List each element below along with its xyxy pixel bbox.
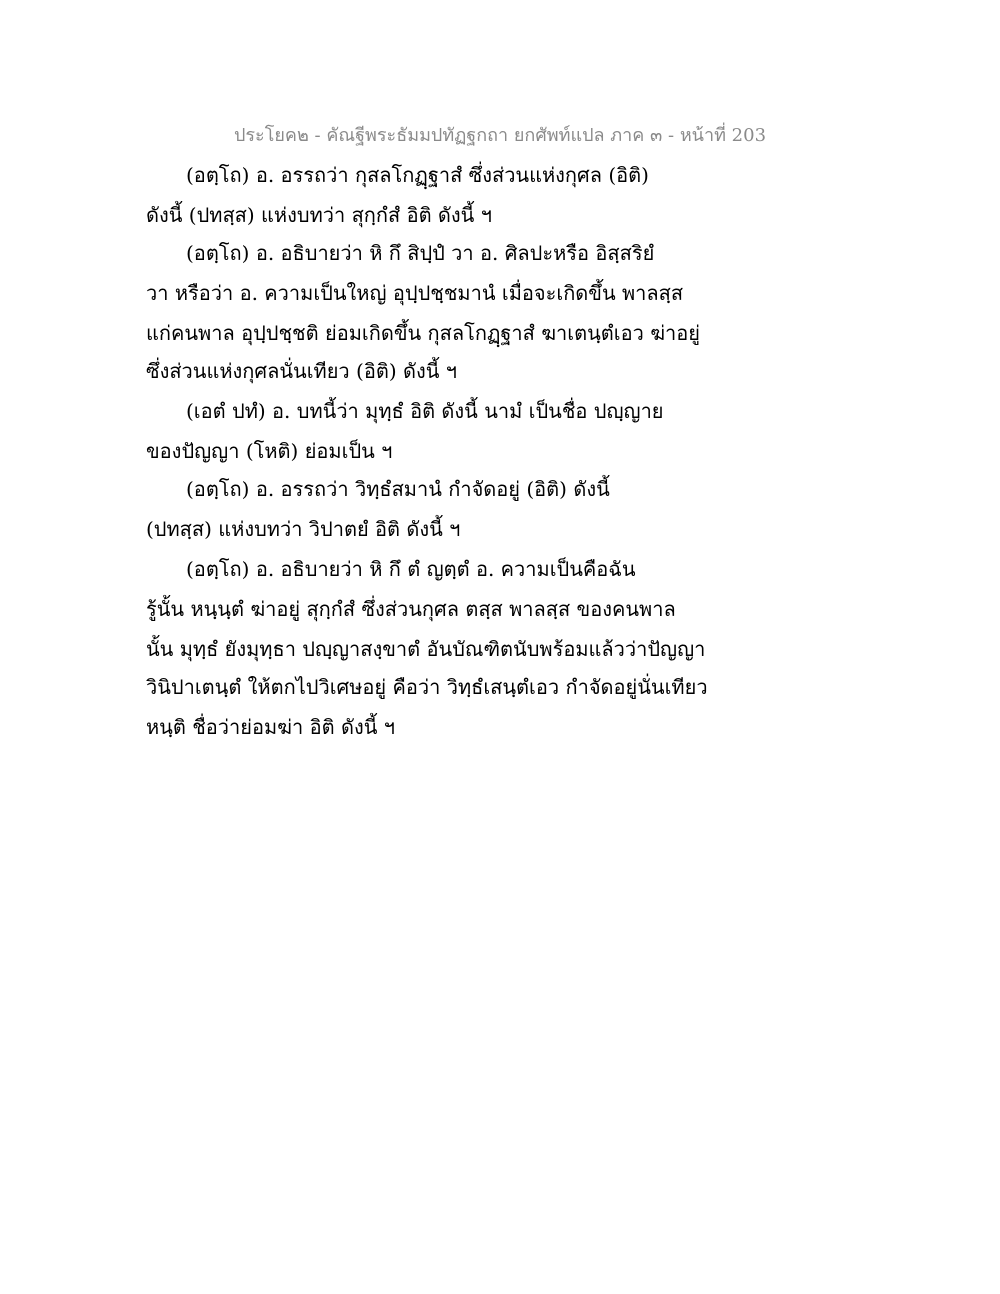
text-line-4: วา หรือว่า อ. ความเป็นใหญ่ อุปฺปชฺชมานํ เมื่อจะเกิดขึ้น พาลสฺส [146, 281, 684, 305]
text-line-3: (อตฺโถ) อ. อธิบายว่า หิ กึ สิปฺปํ วา อ. ศิลปะหรือ อิสฺสริยํ [186, 241, 655, 265]
text-line-15: หนฺติ ชื่อว่าย่อมฆ่า อิติ ดังนี้ ฯ [146, 715, 395, 739]
text-line-9: (อตฺโถ) อ. อรรถว่า วิทฺธํสมานํ กำจัดอยู่ (อิติ) ดังนี้ [186, 477, 610, 501]
text-line-7: (เอตํ ปทํ) อ. บทนี้ว่า มุทฺธํ อิติ ดังนี้ นามํ เป็นชื่อ ปญฺญาย [186, 399, 664, 423]
text-line-11: (อตฺโถ) อ. อธิบายว่า หิ กึ ตํ ญตฺตํ อ. ความเป็นคือฉัน [186, 557, 636, 581]
text-line-8: ของปัญญา (โหติ) ย่อมเป็น ฯ [146, 439, 393, 463]
running-header: ประโยค๒ - คัณฐีพระธัมมปทัฏฐกถา ยกศัพท์แปล ภาค ๓ - หน้าที่ 203 [233, 125, 767, 146]
text-line-5: แก่คนพาล อุปฺปชฺชติ ย่อมเกิดขึ้น กุสลโกฏฺฐาสํ ฆาเตนฺตํเอว ฆ่าอยู่ [146, 321, 701, 345]
text-line-2: ดังนี้ (ปทสฺส) แห่งบทว่า สุกฺกํสํ อิติ ดังนี้ ฯ [146, 203, 492, 227]
text-line-6: ซึ่งส่วนแห่งกุศลนั่นเทียว (อิติ) ดังนี้ ฯ [146, 359, 457, 383]
text-line-12: รู้นั้น หนฺนฺตํ ฆ่าอยู่ สุกฺกํสํ ซึ่งส่วนกุศล ตสฺส พาลสฺส ของคนพาล [146, 597, 676, 621]
text-line-14: วินิปาเตนฺตํ ให้ตกไปวิเศษอยู่ คือว่า วิทฺธํเสนฺตํเอว กำจัดอยู่นั่นเทียว [146, 675, 708, 699]
text-line-1: (อตฺโถ) อ. อรรถว่า กุสลโกฏฺฐาสํ ซึ่งส่วนแห่งกุศล (อิติ) [186, 163, 649, 187]
text-line-13: นั้น มุทฺธํ ยังมุทฺธา ปญฺญาสงฺขาตํ อันบัณฑิตนับพร้อมแล้วว่าปัญญา [146, 637, 706, 661]
text-line-10: (ปทสฺส) แห่งบทว่า วิปาตยํ อิติ ดังนี้ ฯ [146, 517, 461, 541]
